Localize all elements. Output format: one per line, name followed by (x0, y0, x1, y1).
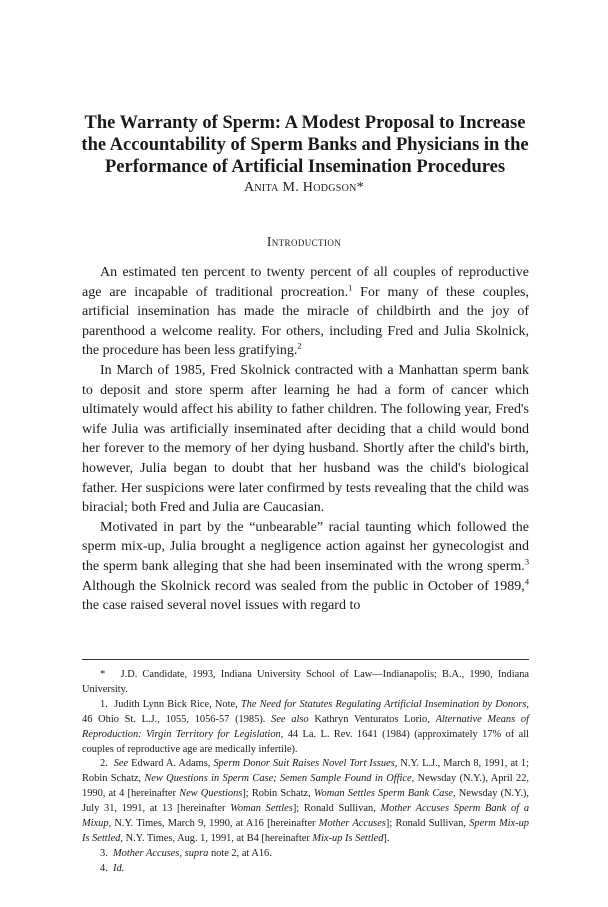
body-paragraph-3: Motivated in part by the “unbearable” racial taunting which followed the sperm mix-up, Julia brought a negligence action against her gynecologist and the sperm bank alleging that she had been inseminated with the wrong sperm.$^3$ Although the Skolnick record was sealed from the public in October of 1989,$^4$ the case raised several novel issues with regard to (82, 519, 529, 614)
footnote-star: * J.D. Candidate, 1993, Indiana University School of Law—Indianapolis; B.A., 1990, Indiana University. (82, 669, 529, 695)
footnote-4: 4. Id. (100, 862, 125, 874)
article-title (60, 112, 550, 178)
article-author (0, 180, 608, 196)
title-line-3: Performance of Artificial Insemination Procedures (104, 157, 506, 177)
body-paragraph-1: An estimated ten percent to twenty percent of all couples of reproductive age are incapable of traditional procreation.$^1$ For many of these couples, artificial insemination has made the miracle of childbirth and the joy of parenthood a welcome reality. For others, including Fred and Julia Skolnick, the procedure has been less gratifying.$^2$ (82, 265, 529, 359)
footnote-divider (82, 659, 529, 660)
footnote-ref-1: 1 (348, 282, 353, 292)
footnote-ref-3: 3 (524, 557, 529, 567)
footnote-ref-4: 4 (524, 576, 529, 586)
footnotes (82, 668, 529, 877)
author-name: Anita M. Hodgson (243, 180, 357, 195)
article-body (82, 263, 529, 616)
footnote-1: 1. Judith Lynn Bick Rice, Note, The Need for Statutes Regulating Artificial Insemination by Donors, 46 Ohio St. L.J., 1055, 1056-57 (1985). See also Kathryn Venturatos Lorio, Alternative Means of Reproduction: Virgin Territory for Legislation, 44 La. L. Rev. 1641 (1984) (approximately 17% of all couples of reproductive age are medically infertile). (82, 698, 530, 755)
title-line-1: The Warranty of Sperm: A Modest Proposal to Increase (84, 113, 526, 133)
author-footnote-mark: * (356, 180, 365, 195)
footnote-3: 3. Mother Accuses, supra note 2, at A16. (100, 847, 272, 859)
footnote-2: 2. See Edward A. Adams, Sperm Donor Suit Raises Novel Tort Issues, N.Y. L.J., March 8, 1991, at 1; Robin Schatz, New Questions in Sperm Case; Semen Sample Found in Office, Newsday (N.Y.), April 22, 1990, at 4 [hereinafter New Questions]; Robin Schatz, Woman Settles Sperm Bank Case, Newsday (N.Y.), July 31, 1991, at 13 [hereinafter Woman Settles]; Ronald Sullivan, Mother Accuses Sperm Bank of a Mixup, N.Y. Times, March 9, 1990, at A16 [hereinafter Mother Accuses]; Ronald Sullivan, Sperm Mix-up Is Settled, N.Y. Times, Aug. 1, 1991, at B4 [hereinafter Mix-up Is Settled]. (82, 758, 530, 844)
body-paragraph-2: In March of 1985, Fred Skolnick contracted with a Manhattan sperm bank to deposit and store sperm after learning he had a form of cancer which ultimately would affect his ability to father children. The following year, Fred's wife Julia was artificially inseminated after deciding that a child would bond her forever to the memory of her dying husband. Shortly after the child's birth, however, Julia began to doubt that her husband was the child's biological father. Her suspicions were later confirmed by tests revealing that the child was biracial; both Fred and Julia are Caucasian. (82, 362, 529, 516)
footnote-ref-2: 2 (297, 341, 302, 351)
title-line-2: the Accountability of Sperm Banks and Physicians in the (81, 135, 529, 155)
section-heading: Introduction (266, 234, 342, 249)
